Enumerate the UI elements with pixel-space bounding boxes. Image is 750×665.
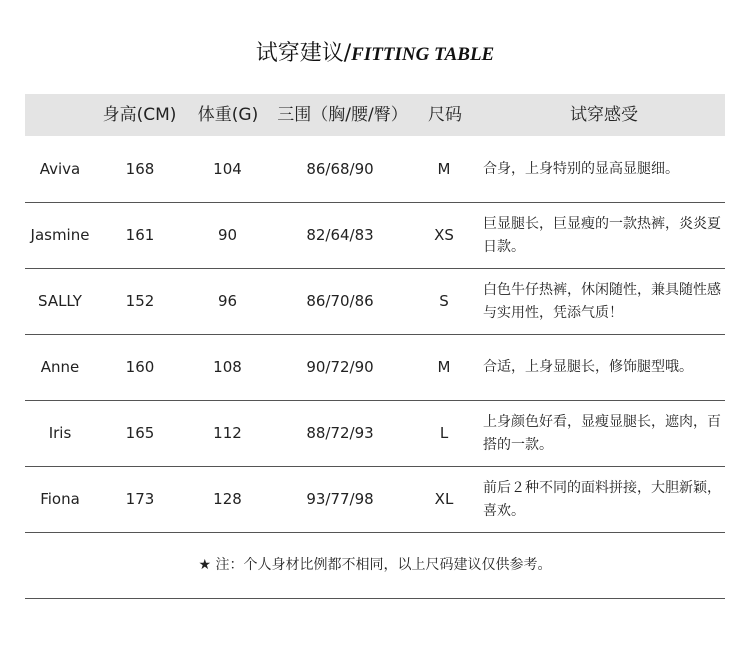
cell-comment bbox=[483, 137, 725, 202]
header-comment: 试穿感受 bbox=[570, 105, 638, 125]
cell-weight: 108 bbox=[213, 358, 242, 376]
cell-comment-text: 前后２种不同的面料拼接，大胆新颖，喜欢。 bbox=[483, 479, 721, 519]
table-row bbox=[25, 401, 725, 467]
cell-name: SALLY bbox=[38, 292, 82, 310]
header-size: 尺码 bbox=[428, 105, 462, 125]
cell-weight: 112 bbox=[213, 424, 242, 442]
cell-bust: 82/64/83 bbox=[306, 226, 374, 244]
cell-weight: 104 bbox=[213, 160, 242, 178]
table-row bbox=[25, 467, 725, 533]
cell-weight: 128 bbox=[213, 490, 242, 508]
cell-comment-text: 巨显腿长，巨显瘦的一款热裤，炎炎夏日款。 bbox=[483, 215, 721, 255]
cell-comment bbox=[483, 401, 725, 466]
cell-comment-text: 白色牛仔热裤，休闲随性，兼具随性感与实用性，凭添气质！ bbox=[483, 281, 721, 321]
cell-comment bbox=[483, 203, 725, 268]
cell-comment bbox=[483, 335, 725, 400]
header-height: 身高(CM) bbox=[102, 105, 177, 125]
cell-size: L bbox=[439, 424, 449, 442]
page-title bbox=[0, 36, 750, 67]
cell-bust: 86/70/86 bbox=[306, 292, 374, 310]
cell-height: 160 bbox=[125, 358, 155, 376]
cell-bust: 86/68/90 bbox=[306, 160, 374, 178]
table-row bbox=[25, 269, 725, 335]
cell-height: 152 bbox=[125, 292, 155, 310]
cell-name: Jasmine bbox=[30, 226, 90, 244]
cell-weight: 90 bbox=[217, 226, 238, 244]
cell-height: 168 bbox=[125, 160, 155, 178]
cell-bust: 90/72/90 bbox=[306, 358, 374, 376]
cell-bust: 93/77/98 bbox=[306, 490, 374, 508]
footnote: ★ 注：个人身材比例都不相同，以上尺码建议仅供参考。 bbox=[25, 533, 725, 599]
table-header bbox=[25, 94, 725, 136]
header-weight: 体重(G) bbox=[197, 105, 259, 125]
cell-name: Iris bbox=[48, 424, 72, 442]
cell-size: XS bbox=[434, 226, 454, 244]
cell-comment-text: 合身，上身特别的显高显腿细。 bbox=[483, 161, 679, 177]
cell-name: Anne bbox=[40, 358, 80, 376]
cell-comment bbox=[483, 467, 725, 532]
cell-name: Fiona bbox=[40, 490, 80, 508]
cell-size: M bbox=[437, 160, 451, 178]
cell-weight: 96 bbox=[217, 292, 238, 310]
cell-comment-text: 上身颜色好看，显瘦显腿长，遮肉，百搭的一款。 bbox=[483, 413, 721, 453]
cell-height: 161 bbox=[125, 226, 155, 244]
cell-comment bbox=[483, 269, 725, 334]
cell-height: 165 bbox=[125, 424, 155, 442]
table-row bbox=[25, 335, 725, 401]
table-row bbox=[25, 203, 725, 269]
title-en: FITTING TABLE bbox=[351, 44, 495, 65]
cell-size: M bbox=[437, 358, 451, 376]
title-cn: 试穿建议/ bbox=[255, 41, 352, 66]
cell-comment-text: 合适，上身显腿长，修饰腿型哦。 bbox=[483, 359, 693, 375]
header-bust: 三围（胸/腰/臀） bbox=[277, 105, 408, 125]
cell-bust: 88/72/93 bbox=[306, 424, 374, 442]
cell-size: S bbox=[439, 292, 449, 310]
cell-height: 173 bbox=[125, 490, 155, 508]
table-row bbox=[25, 137, 725, 203]
cell-size: XL bbox=[434, 490, 454, 508]
cell-name: Aviva bbox=[39, 160, 81, 178]
